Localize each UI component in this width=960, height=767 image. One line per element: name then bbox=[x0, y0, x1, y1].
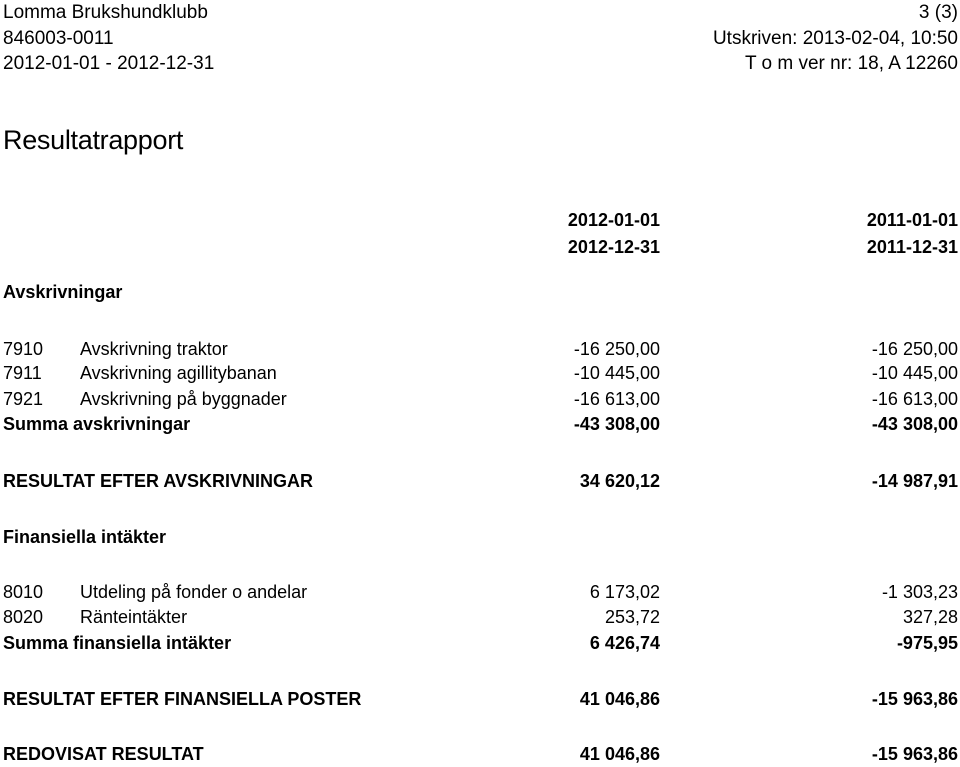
column-1-from: 2012-01-01 bbox=[567, 210, 660, 230]
value-current: 6 173,02 bbox=[589, 582, 660, 602]
final-result-label: REDOVISAT RESULTAT bbox=[3, 744, 204, 764]
result-value-previous: -15 963,86 bbox=[871, 689, 958, 709]
section-heading-finansiella: Finansiella intäkter bbox=[3, 527, 167, 547]
report-title: Resultatrapport bbox=[3, 125, 184, 155]
sum-value-current: 6 426,74 bbox=[589, 633, 660, 653]
sum-label: Summa avskrivningar bbox=[3, 414, 191, 434]
final-result-value-previous: -15 963,86 bbox=[871, 744, 958, 764]
account-label: Avskrivning på byggnader bbox=[80, 389, 287, 409]
value-previous: -10 445,00 bbox=[871, 363, 958, 383]
report-period: 2012-01-01 - 2012-12-31 bbox=[3, 53, 215, 74]
value-current: -10 445,00 bbox=[573, 363, 660, 383]
printed-timestamp: Utskriven: 2013-02-04, 10:50 bbox=[712, 28, 958, 49]
sum-label: Summa finansiella intäkter bbox=[3, 633, 232, 653]
sum-value-previous: -975,95 bbox=[896, 633, 958, 653]
section-heading-avskrivningar: Avskrivningar bbox=[3, 282, 123, 302]
org-number: 846003-0011 bbox=[3, 28, 114, 49]
column-2-from: 2011-01-01 bbox=[866, 210, 958, 230]
value-previous: -16 250,00 bbox=[871, 339, 958, 359]
account-label: Utdeling på fonder o andelar bbox=[80, 582, 308, 602]
account-code: 8020 bbox=[3, 607, 44, 627]
account-code: 7921 bbox=[3, 389, 44, 409]
account-code: 7910 bbox=[3, 339, 44, 359]
value-current: -16 613,00 bbox=[573, 389, 660, 409]
account-label: Avskrivning agillitybanan bbox=[80, 363, 277, 383]
result-label: RESULTAT EFTER FINANSIELLA POSTER bbox=[3, 689, 362, 709]
org-name: Lomma Brukshundklubb bbox=[3, 2, 208, 23]
column-1-to: 2012-12-31 bbox=[567, 237, 660, 257]
sum-value-current: -43 308,00 bbox=[573, 414, 660, 434]
column-2-to: 2011-12-31 bbox=[866, 237, 958, 257]
value-current: -16 250,00 bbox=[573, 339, 660, 359]
account-code: 7911 bbox=[3, 363, 42, 383]
voucher-info: T o m ver nr: 18, A 12260 bbox=[745, 53, 958, 74]
sum-value-previous: -43 308,00 bbox=[871, 414, 958, 434]
result-value-previous: -14 987,91 bbox=[871, 471, 958, 491]
result-value-current: 34 620,12 bbox=[579, 471, 660, 491]
account-code: 8010 bbox=[3, 582, 44, 602]
value-current: 253,72 bbox=[604, 607, 660, 627]
result-value-current: 41 046,86 bbox=[579, 689, 660, 709]
final-result-value-current: 41 046,86 bbox=[579, 744, 660, 764]
value-previous: -16 613,00 bbox=[871, 389, 958, 409]
page-number: 3 (3) bbox=[918, 2, 958, 23]
account-label: Ränteintäkter bbox=[80, 607, 188, 627]
value-previous: 327,28 bbox=[902, 607, 958, 627]
account-label: Avskrivning traktor bbox=[80, 339, 228, 359]
result-label: RESULTAT EFTER AVSKRIVNINGAR bbox=[3, 471, 313, 491]
value-previous: -1 303,23 bbox=[881, 582, 958, 602]
